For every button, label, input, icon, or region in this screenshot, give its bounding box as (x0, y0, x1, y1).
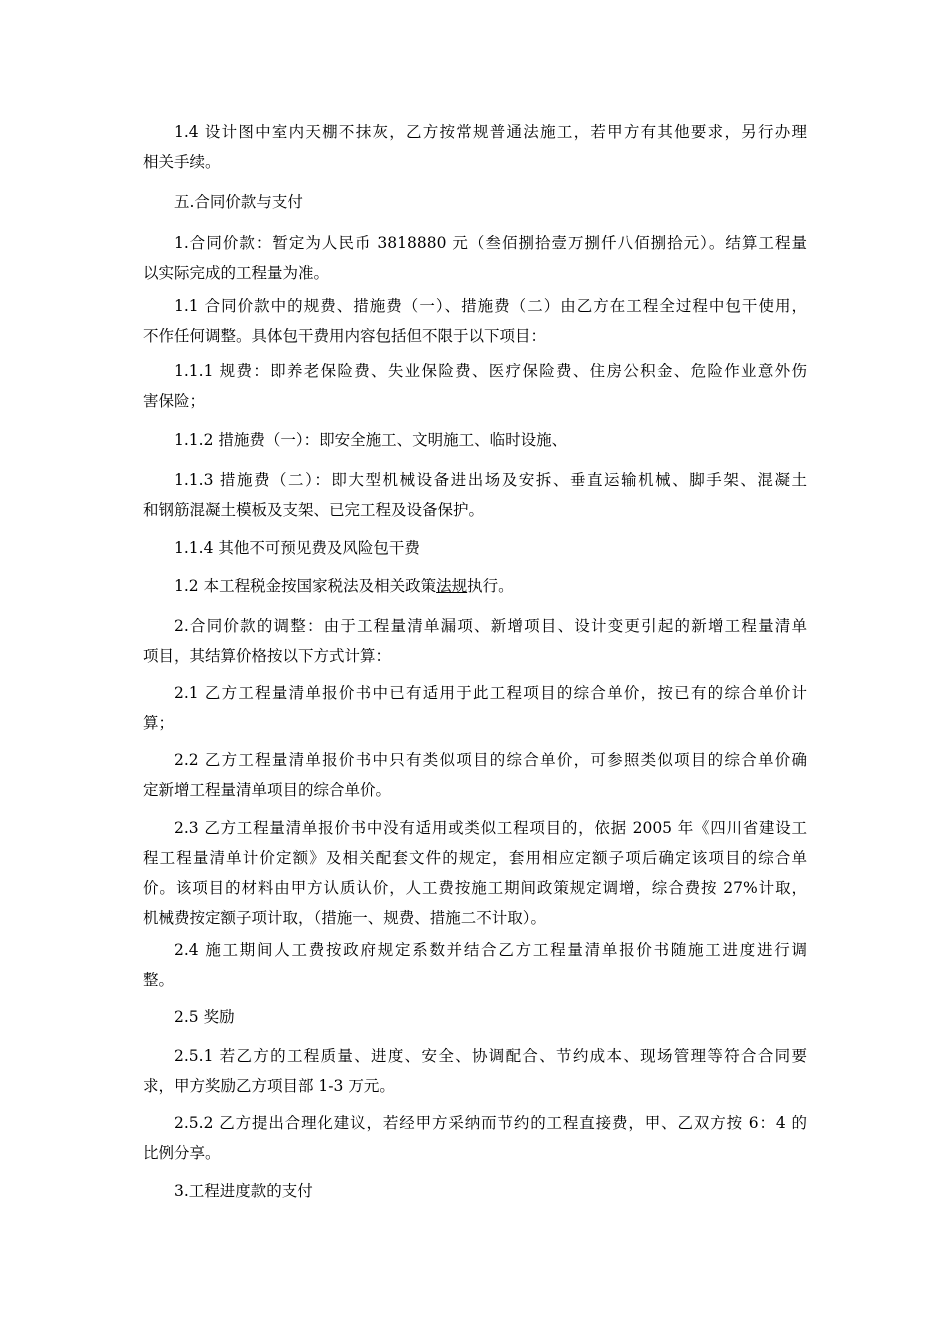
clause-2-price-adjustment (143, 611, 807, 671)
text-line: 2.3 乙方工程量清单报价书中没有适用或类似工程项目的，依据 2005 年《四川省建设工 (174, 819, 807, 837)
text-line: 和钢筋混凝土模板及支架、已完工程及设备保护。 (143, 501, 485, 519)
text-line: 1.1.4 其他不可预见费及风险包干费 (174, 539, 420, 557)
text-line: 1.1.1 规费：即养老保险费、失业保险费、医疗保险费、住房公积金、危险作业意外伤 (174, 362, 807, 380)
clause-2-1 (143, 678, 807, 738)
text-line: 1.1.2 措施费（一）：即安全施工、文明施工、临时设施、 (174, 431, 568, 449)
clause-1-1 (143, 291, 807, 351)
text-line: 相关手续。 (143, 153, 221, 171)
clause-2-5-2 (143, 1108, 807, 1168)
text-line: 价。该项目的材料由甲方认质认价，人工费按施工期间政策规定调增，综合费按 27%计取， (143, 879, 807, 897)
clause-1-contract-price (143, 228, 807, 288)
clause-1-1-4 (143, 533, 807, 563)
clause-1-1-2 (143, 425, 807, 455)
text-line: 整。 (143, 971, 175, 989)
clause-1-1-1 (143, 356, 807, 416)
clause-2-5 (143, 1002, 807, 1032)
text-line: 比例分享。 (143, 1144, 221, 1162)
clause-3-progress-payment (143, 1176, 807, 1206)
section-heading-contract-price (143, 187, 807, 217)
clause-2-2 (143, 745, 807, 805)
text-segment: 1.2 本工程税金按国家税法及相关政策 (174, 577, 437, 595)
text-line: 2.5.1 若乙方的工程质量、进度、安全、协调配合、节约成本、现场管理等符合合同要 (174, 1047, 807, 1065)
text-line (143, 571, 807, 601)
clause-1-2 (143, 571, 807, 601)
text-line: 1.1.3 措施费（二）：即大型机械设备进出场及安拆、垂直运输机械、脚手架、混凝土 (174, 471, 807, 489)
text-line: 1.1 合同价款中的规费、措施费（一）、措施费（二）由乙方在工程全过程中包干使用， (174, 297, 807, 315)
text-line: 2.5 奖励 (174, 1008, 235, 1026)
clause-2-5-1 (143, 1041, 807, 1101)
underlined-term: 法规 (436, 577, 468, 595)
text-line: 五.合同价款与支付 (174, 193, 303, 211)
text-line: 2.4 施工期间人工费按政府规定系数并结合乙方工程量清单报价书随施工进度进行调 (174, 941, 807, 959)
text-line: 项目，其结算价格按以下方式计算： (143, 647, 392, 665)
text-line: 1.合同价款：暂定为人民币 3818880 元（叁佰捌拾壹万捌仟八佰捌拾元）。结算工程量 (174, 234, 807, 252)
clause-1-4 (143, 117, 807, 177)
text-line: 害保险； (143, 392, 206, 410)
text-line: 2.2 乙方工程量清单报价书中只有类似项目的综合单价，可参照类似项目的综合单价确 (174, 751, 807, 769)
text-line: 以实际完成的工程量为准。 (143, 264, 330, 282)
text-segment: 执行。 (467, 577, 514, 595)
text-line: 2.合同价款的调整：由于工程量清单漏项、新增项目、设计变更引起的新增工程量清单 (174, 617, 807, 635)
text-line: 3.工程进度款的支付 (174, 1182, 313, 1200)
text-line: 求，甲方奖励乙方项目部 1-3 万元。 (143, 1077, 395, 1095)
text-line: 定新增工程量清单项目的综合单价。 (143, 781, 392, 799)
text-line: 1.4 设计图中室内天棚不抹灰，乙方按常规普通法施工，若甲方有其他要求，另行办理 (174, 123, 807, 141)
text-line: 2.5.2 乙方提出合理化建议，若经甲方采纳而节约的工程直接费，甲、乙双方按 6：4 的 (174, 1114, 807, 1132)
text-line: 机械费按定额子项计取，（措施一、规费、措施二不计取）。 (143, 909, 547, 927)
text-line: 2.1 乙方工程量清单报价书中已有适用于此工程项目的综合单价，按已有的综合单价计 (174, 684, 807, 702)
text-line: 程工程量清单计价定额》及相关配套文件的规定，套用相应定额子项后确定该项目的综合单 (143, 849, 807, 867)
text-line: 不作任何调整。具体包干费用内容包括但不限于以下项目： (143, 327, 547, 345)
text-line: 算； (143, 714, 175, 732)
clause-1-1-3 (143, 465, 807, 525)
clause-2-4 (143, 935, 807, 995)
clause-2-3 (143, 813, 807, 933)
